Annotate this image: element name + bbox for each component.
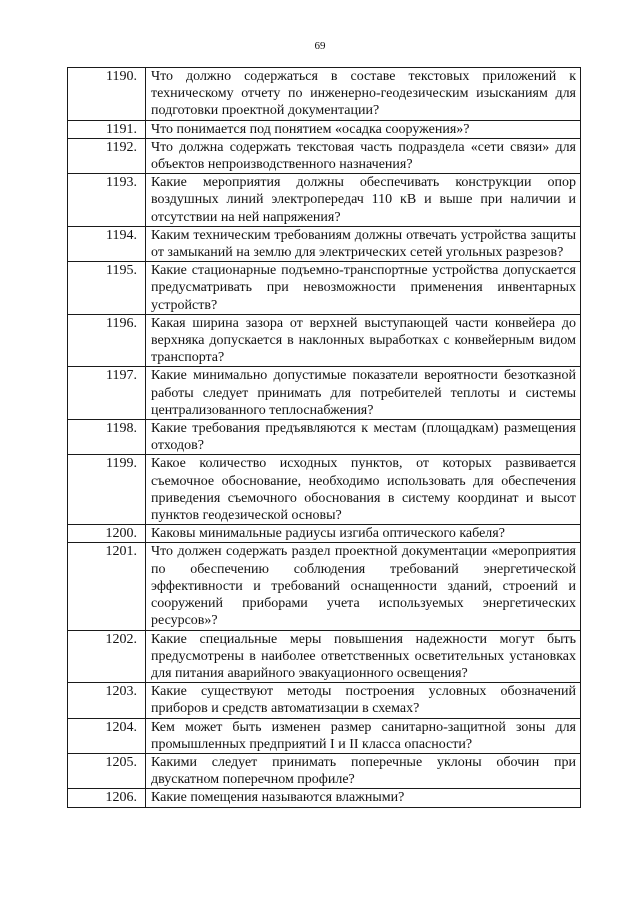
question-number: 1195.: [68, 262, 146, 315]
table-row: [68, 455, 581, 525]
question-number: 1190.: [68, 68, 146, 121]
question-text: Какая ширина зазора от верхней выступающей части конвейера до верхняка допускается в наклонных выработках с конвейерным видом транспорта?: [146, 314, 581, 367]
question-text: Какие существуют методы построения условных обозначений приборов и средств автоматизации в схемах?: [146, 683, 581, 718]
question-number: 1196.: [68, 314, 146, 367]
question-text: Какими следует принимать поперечные уклоны обочин при двускатном поперечном профиле?: [146, 753, 581, 788]
question-number: 1191.: [68, 120, 146, 138]
table-row: [68, 543, 581, 630]
table-row: [68, 367, 581, 420]
question-number: 1201.: [68, 543, 146, 630]
table-row: [68, 68, 581, 121]
question-text: Какие помещения называются влажными?: [146, 789, 581, 807]
question-number: 1198.: [68, 420, 146, 455]
question-number: 1204.: [68, 718, 146, 753]
question-text: Что должна содержать текстовая часть подраздела «сети связи» для объектов непроизводственного назначения?: [146, 138, 581, 173]
question-number: 1203.: [68, 683, 146, 718]
table-row: [68, 262, 581, 315]
table-row: [68, 314, 581, 367]
question-number: 1199.: [68, 455, 146, 525]
question-text: Каким техническим требованиям должны отвечать устройства защиты от замыканий на землю для электрических сетей угольных разрезов?: [146, 226, 581, 261]
table-row: [68, 226, 581, 261]
table-row: [68, 525, 581, 543]
table-row: [68, 630, 581, 683]
table-row: [68, 753, 581, 788]
question-number: 1200.: [68, 525, 146, 543]
question-text: Какие мероприятия должны обеспечивать конструкции опор воздушных линий электропередач 110 кВ и выше при наличии и отсутствии на ней напряжения?: [146, 174, 581, 227]
question-number: 1192.: [68, 138, 146, 173]
question-number: 1194.: [68, 226, 146, 261]
question-text: Что должен содержать раздел проектной документации «мероприятия по обеспечению соблюдения требований энергетической эффективности и требований оснащенности зданий, строений и сооружений приборами учета используемых энергетических ресурсов»?: [146, 543, 581, 630]
question-text: Какое количество исходных пунктов, от которых развивается съемочное обоснование, необходимо использовать для обеспечения приведения съемочного обоснования в систему координат и высот пунктов геодезической основы?: [146, 455, 581, 525]
table-row: [68, 420, 581, 455]
question-text: Что понимается под понятием «осадка сооружения»?: [146, 120, 581, 138]
question-text: Какие требования предъявляются к местам (площадкам) размещения отходов?: [146, 420, 581, 455]
question-number: 1197.: [68, 367, 146, 420]
page-number: 69: [314, 40, 326, 52]
question-number: 1202.: [68, 630, 146, 683]
question-text: Что должно содержаться в составе текстовых приложений к техническому отчету по инженерно-геодезическим изысканиям для подготовки проектной документации?: [146, 68, 581, 121]
question-text: Кем может быть изменен размер санитарно-защитной зоны для промышленных предприятий I и II класса опасности?: [146, 718, 581, 753]
table-row: [68, 120, 581, 138]
table-row: [68, 683, 581, 718]
question-text: Каковы минимальные радиусы изгиба оптического кабеля?: [146, 525, 581, 543]
question-number: 1193.: [68, 174, 146, 227]
table-row: [68, 174, 581, 227]
table-row: [68, 138, 581, 173]
table-row: [68, 718, 581, 753]
question-text: Какие специальные меры повышения надежности могут быть предусмотрены в наиболее ответственных осветительных установках для питания аварийного эвакуационного освещения?: [146, 630, 581, 683]
question-text: Какие стационарные подъемно-транспортные устройства допускается предусматривать при невозможности применения инвентарных устройств?: [146, 262, 581, 315]
questions-table: [67, 67, 581, 808]
table-row: [68, 789, 581, 807]
question-number: 1205.: [68, 753, 146, 788]
question-number: 1206.: [68, 789, 146, 807]
question-text: Какие минимально допустимые показатели вероятности безотказной работы следует принимать для потребителей теплоты и системы централизованного теплоснабжения?: [146, 367, 581, 420]
